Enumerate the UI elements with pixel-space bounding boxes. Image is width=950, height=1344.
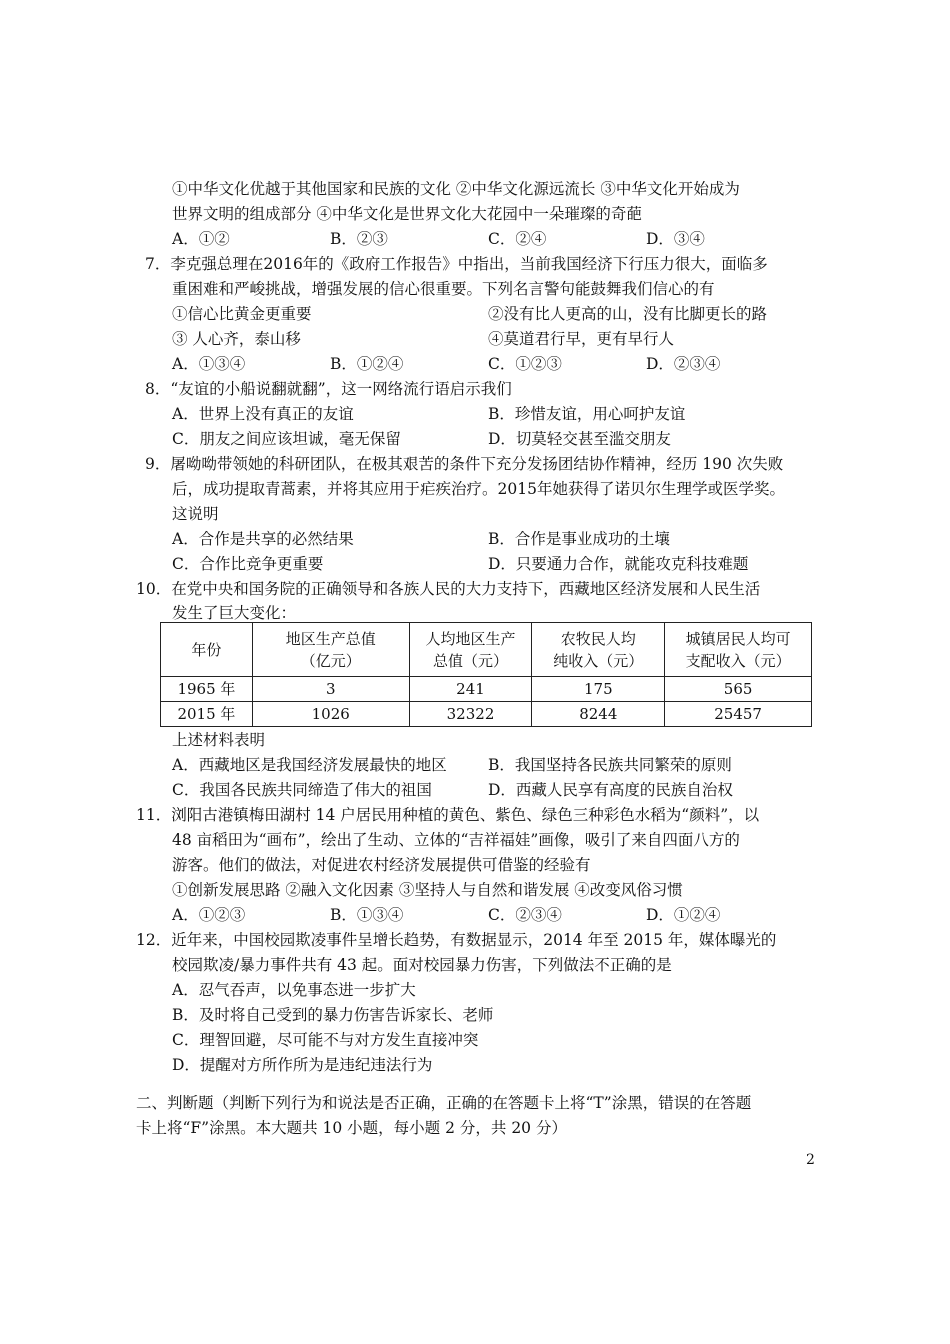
- q8-option-c: C．朋友之间应该坦诚，毫无保留: [172, 430, 401, 448]
- q7-item-2: ②没有比人更高的山，没有比脚更长的路: [488, 305, 768, 323]
- q11-items: ①创新发展思路 ②融入文化因素 ③坚持人与自然和谐发展 ④改变风俗习惯: [172, 881, 683, 899]
- q7-option-a: A．①③④: [172, 355, 246, 373]
- header-year: 年份: [161, 623, 253, 677]
- q10-after: 上述材料表明: [172, 731, 266, 749]
- q7-line1: 7．李克强总理在2016年的《政府工作报告》中指出，当前我国经济下行压力很大，面临多: [145, 255, 768, 273]
- q12-option-d: D．提醒对方所作所为是违纪违法行为: [172, 1056, 433, 1074]
- table-cell: 565: [665, 677, 812, 702]
- q6-line1: ①中华文化优越于其他国家和民族的文化 ②中华文化源远流长 ③中华文化开始成为: [172, 180, 740, 198]
- q7-item-3: ③ 人心齐，泰山移: [172, 330, 301, 348]
- section2-line2: 卡上将“F”涂黑。本大题共 10 小题，每小题 2 分，共 20 分）: [136, 1119, 567, 1137]
- q6-option-d: D．③④: [646, 230, 705, 248]
- table-row: [161, 677, 812, 702]
- q8-option-a: A．世界上没有真正的友谊: [172, 405, 354, 423]
- q6-option-c: C．②④: [488, 230, 547, 248]
- q10-option-c: C．我国各民族共同缔造了伟大的祖国: [172, 781, 432, 799]
- q7-item-4: ④莫道君行早，更有早行人: [488, 330, 675, 348]
- q11-option-c: C．②③④: [488, 906, 562, 924]
- table-cell: 32322: [409, 702, 532, 727]
- q7-option-b: B．①②④: [330, 355, 404, 373]
- q6-option-a: A．①②: [172, 230, 230, 248]
- table-header-row: [161, 623, 812, 677]
- q9-option-b: B．合作是事业成功的土壤: [488, 530, 670, 548]
- q11-option-a: A．①②③: [172, 906, 246, 924]
- q11-line2: 48 亩稻田为“画布”，绘出了生动、立体的“吉祥福娃”画像，吸引了来自四面八方的: [172, 831, 740, 849]
- q12-option-b: B．及时将自己受到的暴力伤害告诉家长、老师: [172, 1006, 494, 1024]
- header-farmer-income: 农牧民人均 纯收入（元）: [532, 623, 665, 677]
- q9-line3: 这说明: [172, 505, 219, 523]
- table-cell: 175: [532, 677, 665, 702]
- q11-line3: 游客。他们的做法，对促进农村经济发展提供可借鉴的经验有: [172, 856, 591, 874]
- section2-line1: 二、判断题（判断下列行为和说法是否正确，正确的在答题卡上将“T”涂黑，错误的在答题: [136, 1094, 752, 1112]
- table-row: [161, 702, 812, 727]
- table-cell: 241: [409, 677, 532, 702]
- q8-line1: 8．“友谊的小船说翻就翻”，这一网络流行语启示我们: [145, 380, 512, 398]
- q12-option-c: C．理智回避，尽可能不与对方发生直接冲突: [172, 1031, 479, 1049]
- table-cell: 1026: [252, 702, 409, 727]
- q10-option-d: D．西藏人民享有高度的民族自治权: [488, 781, 733, 799]
- q7-option-c: C．①②③: [488, 355, 562, 373]
- q7-option-d: D．②③④: [646, 355, 721, 373]
- q9-option-a: A．合作是共享的必然结果: [172, 530, 354, 548]
- table-cell: 25457: [665, 702, 812, 727]
- q10-option-a: A．西藏地区是我国经济发展最快的地区: [172, 756, 447, 774]
- q12-line2: 校园欺凌/暴力事件共有 43 起。面对校园暴力伤害，下列做法不正确的是: [172, 956, 672, 974]
- header-gdp-per-capita: 人均地区生产 总值（元）: [409, 623, 532, 677]
- q6-line2: 世界文明的组成部分 ④中华文化是世界文化大花园中一朵璀璨的奇葩: [172, 205, 642, 223]
- q10-line2: 发生了巨大变化：: [172, 604, 297, 622]
- q11-option-d: D．①②④: [646, 906, 721, 924]
- q10-option-b: B．我国坚持各民族共同繁荣的原则: [488, 756, 732, 774]
- tibet-economy-table: [160, 622, 812, 727]
- page-number: 2: [806, 1152, 815, 1168]
- q9-option-c: C．合作比竞争更重要: [172, 555, 324, 573]
- q12-option-a: A．忍气吞声，以免事态进一步扩大: [172, 981, 416, 999]
- q12-line1: 12．近年来，中国校园欺凌事件呈增长趋势，有数据显示，2014 年至 2015 年，媒体曝光的: [136, 931, 777, 949]
- table-cell: 8244: [532, 702, 665, 727]
- q9-option-d: D．只要通力合作，就能攻克科技难题: [488, 555, 749, 573]
- header-gdp: 地区生产总值 （亿元）: [252, 623, 409, 677]
- q7-item-1: ①信心比黄金更重要: [172, 305, 312, 323]
- q8-option-b: B．珍惜友谊，用心呵护友谊: [488, 405, 686, 423]
- q10-line1: 10．在党中央和国务院的正确领导和各族人民的大力支持下，西藏地区经济发展和人民生活: [136, 580, 761, 598]
- table-cell: 1965 年: [161, 677, 253, 702]
- q8-option-d: D．切莫轻交甚至滥交朋友: [488, 430, 671, 448]
- table-cell: 3: [252, 677, 409, 702]
- table-cell: 2015 年: [161, 702, 253, 727]
- q11-option-b: B．①③④: [330, 906, 404, 924]
- q11-line1: 11．浏阳古港镇梅田湖村 14 户居民用种植的黄色、紫色、绿色三种彩色水稻为“颜料”，以: [136, 806, 760, 824]
- q7-line2: 重困难和严峻挑战，增强发展的信心很重要。下列名言警句能鼓舞我们信心的有: [172, 280, 715, 298]
- q9-line2: 后，成功提取青蒿素，并将其应用于疟疾治疗。2015年她获得了诺贝尔生理学或医学奖。: [172, 480, 785, 498]
- q6-option-b: B．②③: [330, 230, 388, 248]
- header-urban-income: 城镇居民人均可 支配收入（元）: [665, 623, 812, 677]
- q9-line1: 9．屠呦呦带领她的科研团队，在极其艰苦的条件下充分发扬团结协作精神，经历 190 次失败: [145, 455, 784, 473]
